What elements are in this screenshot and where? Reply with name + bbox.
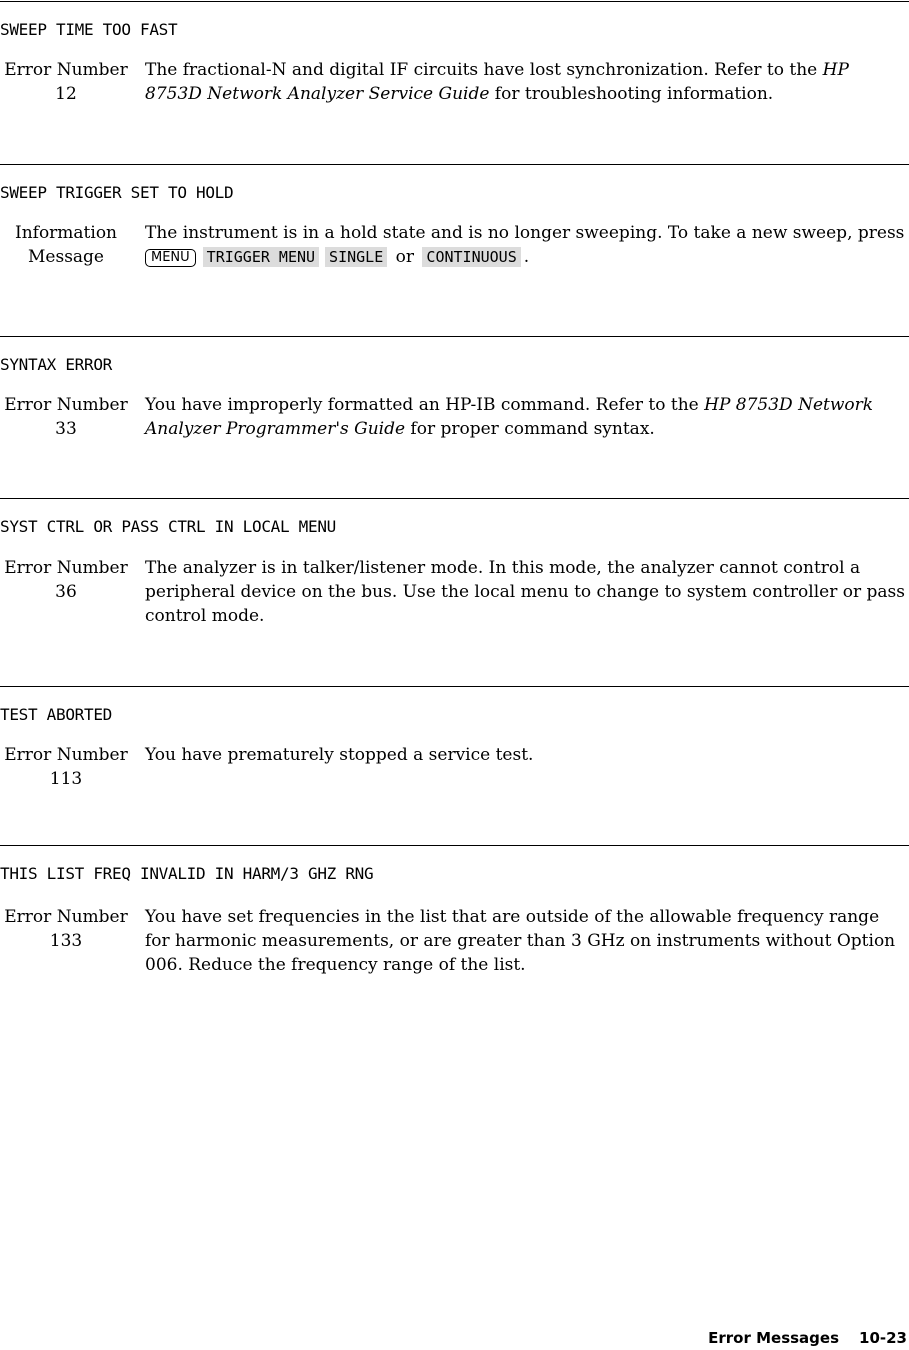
message-description: [145, 58, 905, 106]
message-title: THIS LIST FREQ INVALID IN HARM/3 GHZ RNG: [0, 864, 374, 883]
label-line-1: Error Number: [4, 395, 128, 415]
label-line-2: 133: [49, 931, 83, 951]
message-label: [0, 556, 132, 604]
manual-title: HP 8753D Network Analyzer Programmer's Guide: [145, 395, 874, 439]
label-line-2: 36: [55, 582, 77, 602]
message-label: [0, 905, 132, 953]
divider-rule: [0, 686, 909, 687]
label-line-1: Error Number: [4, 907, 128, 927]
message-description: [145, 556, 905, 628]
message-title: SWEEP TIME TOO FAST: [0, 20, 178, 39]
or-text: or: [395, 247, 415, 267]
description-text: The analyzer is in talker/listener mode. In this mode, the analyzer cannot control a peripheral device on the bus. Use the local menu to change to system controller or pass control mode.: [145, 558, 905, 626]
description-text: The fractional-N and digital IF circuits have lost synchronization. Refer to the: [145, 60, 823, 80]
description-text: for proper command syntax.: [405, 419, 655, 439]
label-line-2: Message: [28, 247, 104, 267]
trigger-menu-softkey: TRIGGER MENU: [203, 247, 319, 267]
footer-section-title: Error Messages: [708, 1329, 840, 1347]
message-title: SYNTAX ERROR: [0, 355, 112, 374]
description-text: You have set frequencies in the list that are outside of the allowable frequency range for harmonic measurements, or are greater than 3 GHz on instruments without Option 006. Reduce the frequency range of the list.: [145, 907, 896, 975]
message-title: SWEEP TRIGGER SET TO HOLD: [0, 183, 234, 202]
manual-title: HP 8753D Network Analyzer Service Guide: [145, 60, 849, 104]
label-line-1: Information: [14, 223, 118, 243]
label-line-2: 113: [49, 769, 83, 789]
divider-rule: [0, 845, 909, 846]
label-line-1: Error Number: [4, 60, 128, 80]
period-text: .: [523, 247, 530, 267]
description-text: You have prematurely stopped a service test.: [145, 745, 534, 765]
label-line-2: 33: [55, 419, 77, 439]
message-description: [145, 905, 905, 977]
page-footer: [708, 1329, 907, 1347]
divider-rule: [0, 498, 909, 499]
message-label: [0, 743, 132, 791]
message-label: [0, 221, 132, 269]
description-text: for troubleshooting information.: [489, 84, 774, 104]
description-text: The instrument is in a hold state and is no longer sweeping. To take a new sweep, press: [145, 223, 905, 243]
message-description: [145, 221, 905, 269]
page-number: 10-23: [859, 1329, 907, 1347]
message-label: [0, 393, 132, 441]
divider-rule: [0, 336, 909, 337]
message-title: TEST ABORTED: [0, 705, 112, 724]
message-title: SYST CTRL OR PASS CTRL IN LOCAL MENU: [0, 517, 336, 536]
divider-rule: [0, 1, 909, 2]
label-line-1: Error Number: [4, 558, 128, 578]
continuous-softkey: CONTINUOUS: [422, 247, 520, 267]
single-softkey: SINGLE: [325, 247, 387, 267]
label-line-2: 12: [55, 84, 77, 104]
divider-rule: [0, 164, 909, 165]
menu-hardkey: MENU: [145, 249, 196, 267]
label-line-1: Error Number: [4, 745, 128, 765]
description-text: You have improperly formatted an HP-IB command. Refer to the: [145, 395, 705, 415]
message-description: [145, 743, 905, 767]
message-description: [145, 393, 905, 441]
message-label: [0, 58, 132, 106]
